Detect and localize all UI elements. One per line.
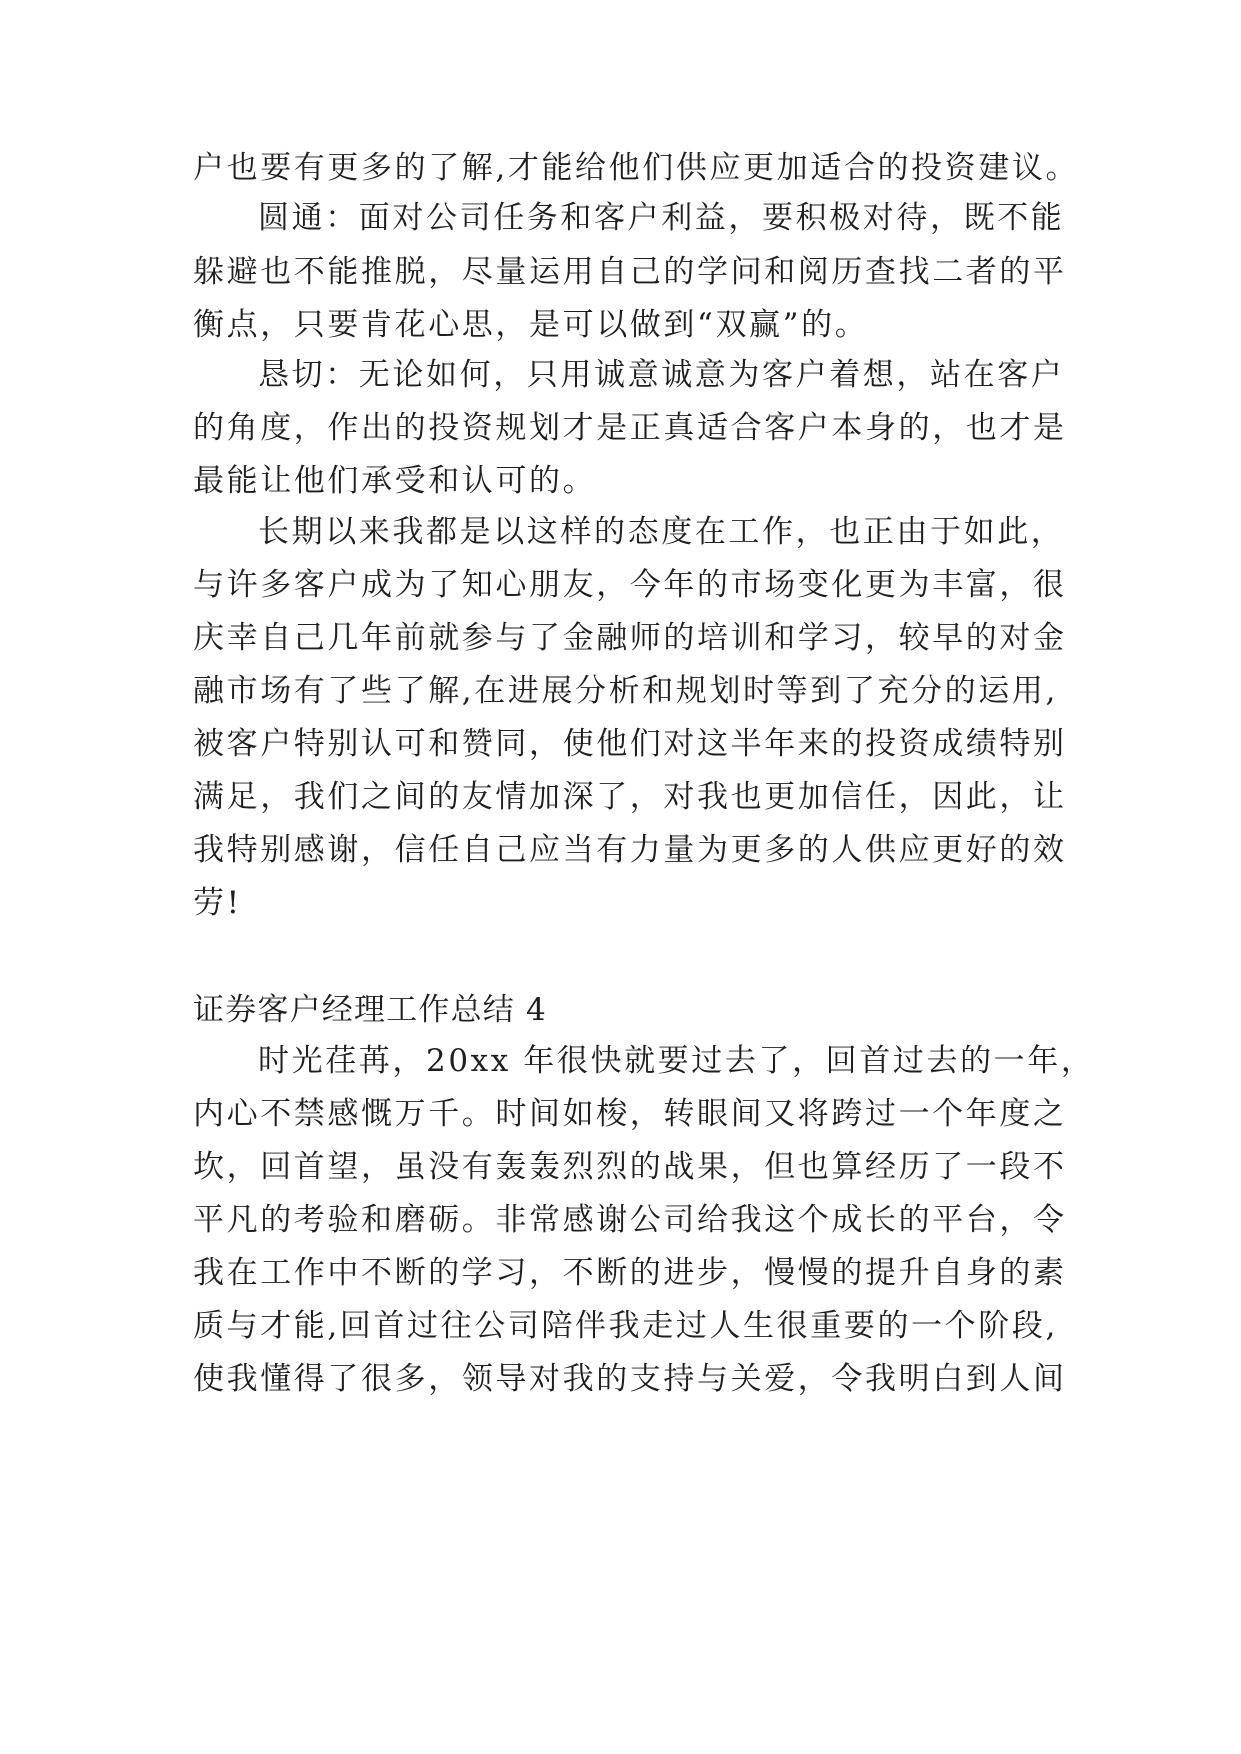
paragraph-section4-line: 质与才能,回首过往公司陪伴我走过人生很重要的一个阶段, [193,1308,1058,1344]
paragraph-attitude-line: 与许多客户成为了知心朋友，今年的市场变化更为丰富，很 [193,567,1067,603]
paragraph-yuantong-line: 圆通：面对公司任务和客户利益，要积极对待，既不能 [258,200,1065,236]
paragraph-attitude-line: 长期以来我都是以这样的态度在工作，也正由于如此， [258,514,1065,550]
paragraph-kenqie-line: 的角度，作出的投资规划才是正真适合客户本身的，也才是 [193,410,1067,446]
paragraph-section4-line: 平凡的考验和磨砺。非常感谢公司给我这个成长的平台，令 [193,1202,1067,1238]
paragraph-attitude-line: 被客户特别认可和赞同，使他们对这半年来的投资成绩特别 [193,726,1067,762]
paragraph-section4-line: 使我懂得了很多，领导对我的支持与关爱，令我明白到人间 [193,1361,1067,1397]
paragraph-kenqie-line: 恳切：无论如何，只用诚意诚意为客户着想，站在客户 [258,357,1065,393]
section-title: 证券客户经理工作总结 4 [193,992,547,1028]
paragraph-section4-line: 我在工作中不断的学习，不断的进步，慢慢的提升自身的素 [193,1255,1067,1291]
paragraph-attitude-line: 满足，我们之间的友情加深了，对我也更加信任，因此，让 [193,779,1067,815]
paragraph-attitude-line: 庆幸自己几年前就参与了金融师的培训和学习，较早的对金 [193,620,1067,656]
paragraph-section4-line: 内心不禁感慨万千。时间如梭，转眼间又将跨过一个年度之 [193,1096,1067,1132]
paragraph-attitude-line: 融市场有了些了解,在进展分析和规划时等到了充分的运用, [193,673,1058,709]
paragraph-kenqie-line: 最能让他们承受和认可的。 [193,463,597,499]
paragraph-yuantong-line: 衡点，只要肯花心思，是可以做到“双赢”的。 [193,307,869,343]
paragraph-yuantong-line: 躲避也不能推脱，尽量运用自己的学问和阅历查找二者的平 [193,254,1067,290]
paragraph-attitude-line: 我特别感谢，信任自己应当有力量为更多的人供应更好的效 [193,832,1067,868]
paragraph-section4-line: 时光荏苒，20xx 年很快就要过去了，回首过去的一年， [258,1043,1095,1079]
paragraph-attitude-line: 劳! [193,885,242,921]
paragraph-section4-line: 坎，回首望，虽没有轰轰烈烈的战果，但也算经历了一段不 [193,1149,1067,1185]
continuation-line: 户也要有更多的了解,才能给他们供应更加适合的投资建议。 [193,150,1080,186]
